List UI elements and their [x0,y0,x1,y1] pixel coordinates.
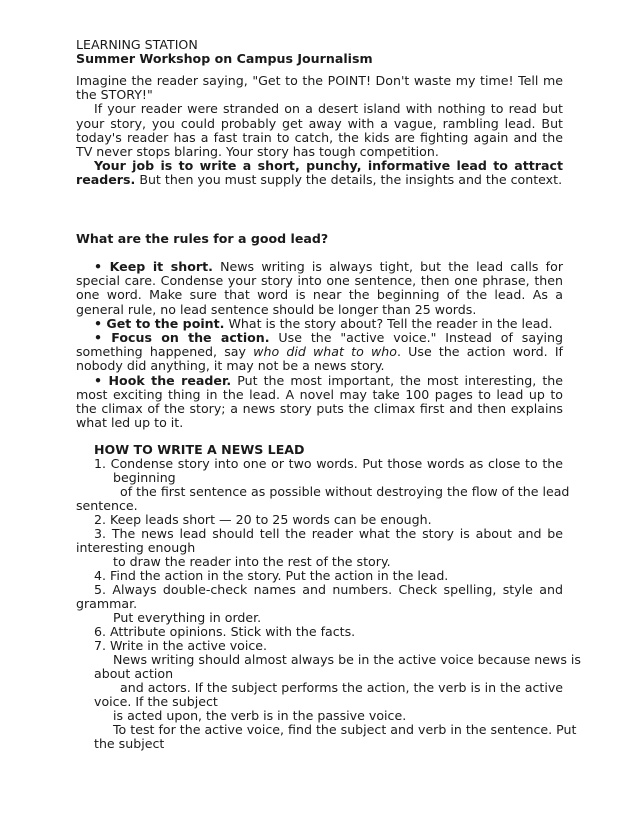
howto-line: 5. Always double-check names and numbers. Check spelling, style and [94,582,563,597]
rule-title: • Get to the point. [94,315,225,331]
intro-paragraph-2: If your reader were stranded on a desert island with nothing to read but your story, you could probably get away with a vague, rambling lead. But today's reader has a fast train to catch, the kids are fighting again and the TV never stops blaring. Your story has tough competition. [76,101,563,160]
howto-line: Put everything in order. [113,610,262,625]
howto-line: and actors. If the subject performs the action, the verb is in the active [120,680,564,695]
workshop-title: Summer Workshop on Campus Journalism [76,51,373,67]
howto-line: 7. Write in the active voice. [94,638,268,653]
howto-line: News writing should almost always be in the active voice because news is [113,652,581,667]
howto-line: voice. If the subject [94,694,218,709]
howto-line: about action [94,666,174,681]
howto-line: 4. Find the action in the story. Put the action in the lead. [94,568,449,583]
howto-heading: HOW TO WRITE A NEWS LEAD [94,442,305,457]
rule-title: • Hook the reader. [94,372,232,388]
rule-item [76,374,563,431]
howto-line: to draw the reader into the rest of the story. [113,554,391,569]
header [76,38,563,66]
howto-line: To test for the active voice, find the subject and verb in the sentence. Put [113,722,577,737]
intro-paragraph-3 [76,159,563,187]
rule-text: What is the story about? Tell the reader in the lead. [224,315,553,331]
intro-emphasis: Your job is to write a short, punchy, informative lead to attract readers. [76,158,563,188]
rule-item [76,317,563,331]
howto-line: 6. Attribute opinions. Stick with the facts. [94,624,356,639]
howto-line: sentence. [76,498,138,513]
howto-line: beginning [113,470,176,485]
howto-line: is acted upon, the verb is in the passive voice. [113,708,407,723]
howto-line: grammar. [76,596,138,611]
intro-paragraph-3-rest: But then you must supply the details, the insights and the context. [135,172,563,188]
howto-line: 2. Keep leads short — 20 to 25 words can be enough. [94,512,432,527]
rule-text: Use the "active voice." Instead of saying something happened, say [76,330,564,360]
intro-section [76,74,563,188]
rule-item [76,260,563,317]
rule-text: Put the most important, the most interesting, the most exciting thing in the lead. A novel may take 100 pages to lead up to the climax of the story; a news story puts the climax first and then explains what led up to it. [76,372,563,431]
rule-text: . Use the action word. If nobody did anything, it may not be a news story. [76,344,563,374]
howto-line: the subject [94,736,165,751]
howto-line: interesting enough [76,540,196,555]
howto-line: of the first sentence as possible without destroying the flow of the lead [120,484,570,499]
rule-text: News writing is always tight, but the lead calls for special care. Condense your story into one sentence, then one phrase, then one word. Make sure that word is near the beginning of the lead. As a general rule, no lead sentence should be longer than 25 words. [76,259,563,317]
howto-line: 3. The news lead should tell the reader what the story is about and be [94,526,563,541]
rule-emphasis: who did what to who [253,344,397,360]
rules-heading: What are the rules for a good lead? [76,231,329,246]
station-title: LEARNING STATION [76,37,198,52]
rule-title: • Keep it short. [94,259,213,274]
rules-list [76,260,563,430]
howto-line: 1. Condense story into one or two words. Put those words as close to the [94,456,563,471]
rule-title: • Focus on the action. [94,330,270,346]
rule-item [76,331,563,374]
intro-paragraph-1: Imagine the reader saying, "Get to the POINT! Don't waste my time! Tell me the STORY!" [76,73,563,103]
